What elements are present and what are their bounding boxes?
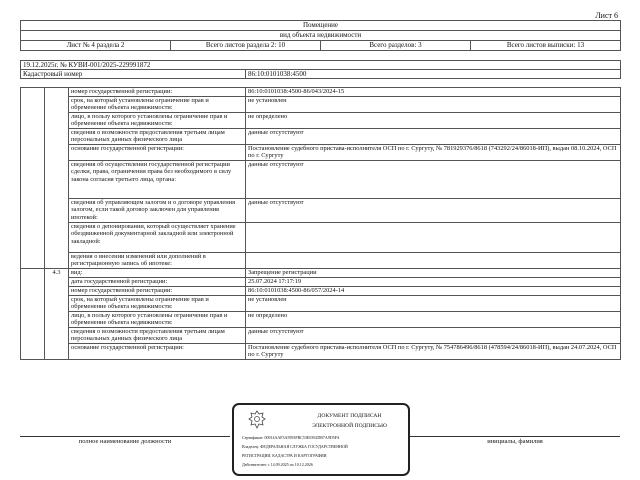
row-label: номер государственной регистрации: [69,287,246,296]
row-value: не определено [246,113,621,129]
row-value: данные отсутствуют [246,328,621,344]
row-label: основание государственной регистрации: [69,344,246,360]
row-value: не определено [246,312,621,328]
position-line [20,436,230,437]
row-label: вид: [69,269,246,278]
sheet-label: Лист 6 [595,11,618,20]
row-label: сведения об осуществлении государственной регистрации сделки, права, ограничения права без необходимого в силу закона согласия третьего лица, органа: [69,161,246,199]
row-value [246,223,621,253]
sheet-number: Лист № 4 раздела 2 [21,41,171,51]
row-label: ведения о внесении изменений или дополнений в регистрационную запись об ипотеке: [69,253,246,269]
object-type: вид объекта недвижимости [21,31,621,41]
row-value [246,253,621,269]
electronic-signature-stamp [232,403,410,476]
row-label: сведения о депонировании, который осуществляет хранение обездвиженной документарной закладной или электронной закладной: [69,223,246,253]
total-sheets-extract: Всего листов выписки: 13 [471,41,621,51]
stamp-title: ДОКУМЕНТ ПОДПИСАН ЭЛЕКТРОННОЙ ПОДПИСЬЮ [312,413,387,429]
row-label: сведения о возможности предоставления третьим лицам персональных данных физического лица [69,328,246,344]
header-table [20,20,621,51]
row-value: Постановление судебного пристава-исполнителя ОСП по г. Сургуту, № 754786496/8618 (478594/24/86018-ИП), выдан 24.07.2024, ОСП по г. Сургуту [246,344,621,360]
row-value: данные отсутствуют [246,199,621,223]
row-value: 86:10:0101038:4500-86/057/2024-14 [246,287,621,296]
row-value: 86:10:0101038:4500-86/043/2024-15 [246,88,621,97]
empty-cell [45,88,69,269]
encumbrance-table [20,87,621,360]
empty-cell [21,269,45,360]
row-value: не установлен [246,296,621,312]
section-title: Помещение [21,21,621,31]
row-label: лицо, в пользу которого установлены ограничение прав и обременение объекта недвижимости: [69,312,246,328]
meta-table [20,60,621,79]
row-label: срок, на который установлены ограничение прав и обременение объекта недвижимости: [69,296,246,312]
name-label: инициалы, фамилия [487,438,543,445]
row-label: номер государственной регистрации: [69,88,246,97]
row-label: лицо, в пользу которого установлены ограничение прав и обременение объекта недвижимости: [69,113,246,129]
state-emblem-icon [248,409,266,431]
empty-cell [21,88,45,269]
row-label: сведения о возможности предоставления третьим лицам персональных данных физического лица [69,129,246,145]
stamp-valid: Действителен: с 14.09.2025 по 10.12.2026 [242,462,313,467]
name-line [410,436,620,437]
row-value: Запрещение регистрации [246,269,621,278]
cadastral-label: Кадастровый номер [21,70,246,79]
row-value: данные отсутствуют [246,161,621,199]
row-value: не установлен [246,97,621,113]
row-label: срок, на который установлены ограничение прав и обременение объекта недвижимости: [69,97,246,113]
total-sheets-section: Всего листов раздела 2: 10 [171,41,321,51]
row-value: данные отсутствуют [246,129,621,145]
extract-date-number: 19.12.2025г. № КУВИ-001/2025-229991872 [21,61,621,70]
stamp-owner: РЕГИСТРАЦИИ, КАДАСТРА И КАРТОГРАФИИ [242,453,327,458]
total-sections: Всего разделов: 3 [321,41,471,51]
cadastral-value: 86:10:0101038:4500 [246,70,621,79]
row-value: 25.07.2024 17:17:19 [246,278,621,287]
row-value: Постановление судебного пристава-исполнителя ОСП по г. Сургуту, № 781929376/8618 (743292/24/86018-ИП), выдан 08.10.2024, ОСП по г. Сургуту [246,145,621,161]
block-number: 4.3 [45,269,69,360]
stamp-owner: Владелец: ФЕДЕРАЛЬНАЯ СЛУЖБА ГОСУДАРСТВЕННОЙ [242,444,348,449]
row-label: сведения об управляющем залогом и о договоре управления залогом, если такой договор заключен для управления ипотекой: [69,199,246,223]
position-label: полное наименование должности [78,438,172,445]
row-label: дата государственной регистрации: [69,278,246,287]
row-label: основание государственной регистрации: [69,145,246,161]
stamp-certificate: Сертификат: 00914AAF3A5993FBC53E0392DB7A9D5FA [242,435,340,440]
